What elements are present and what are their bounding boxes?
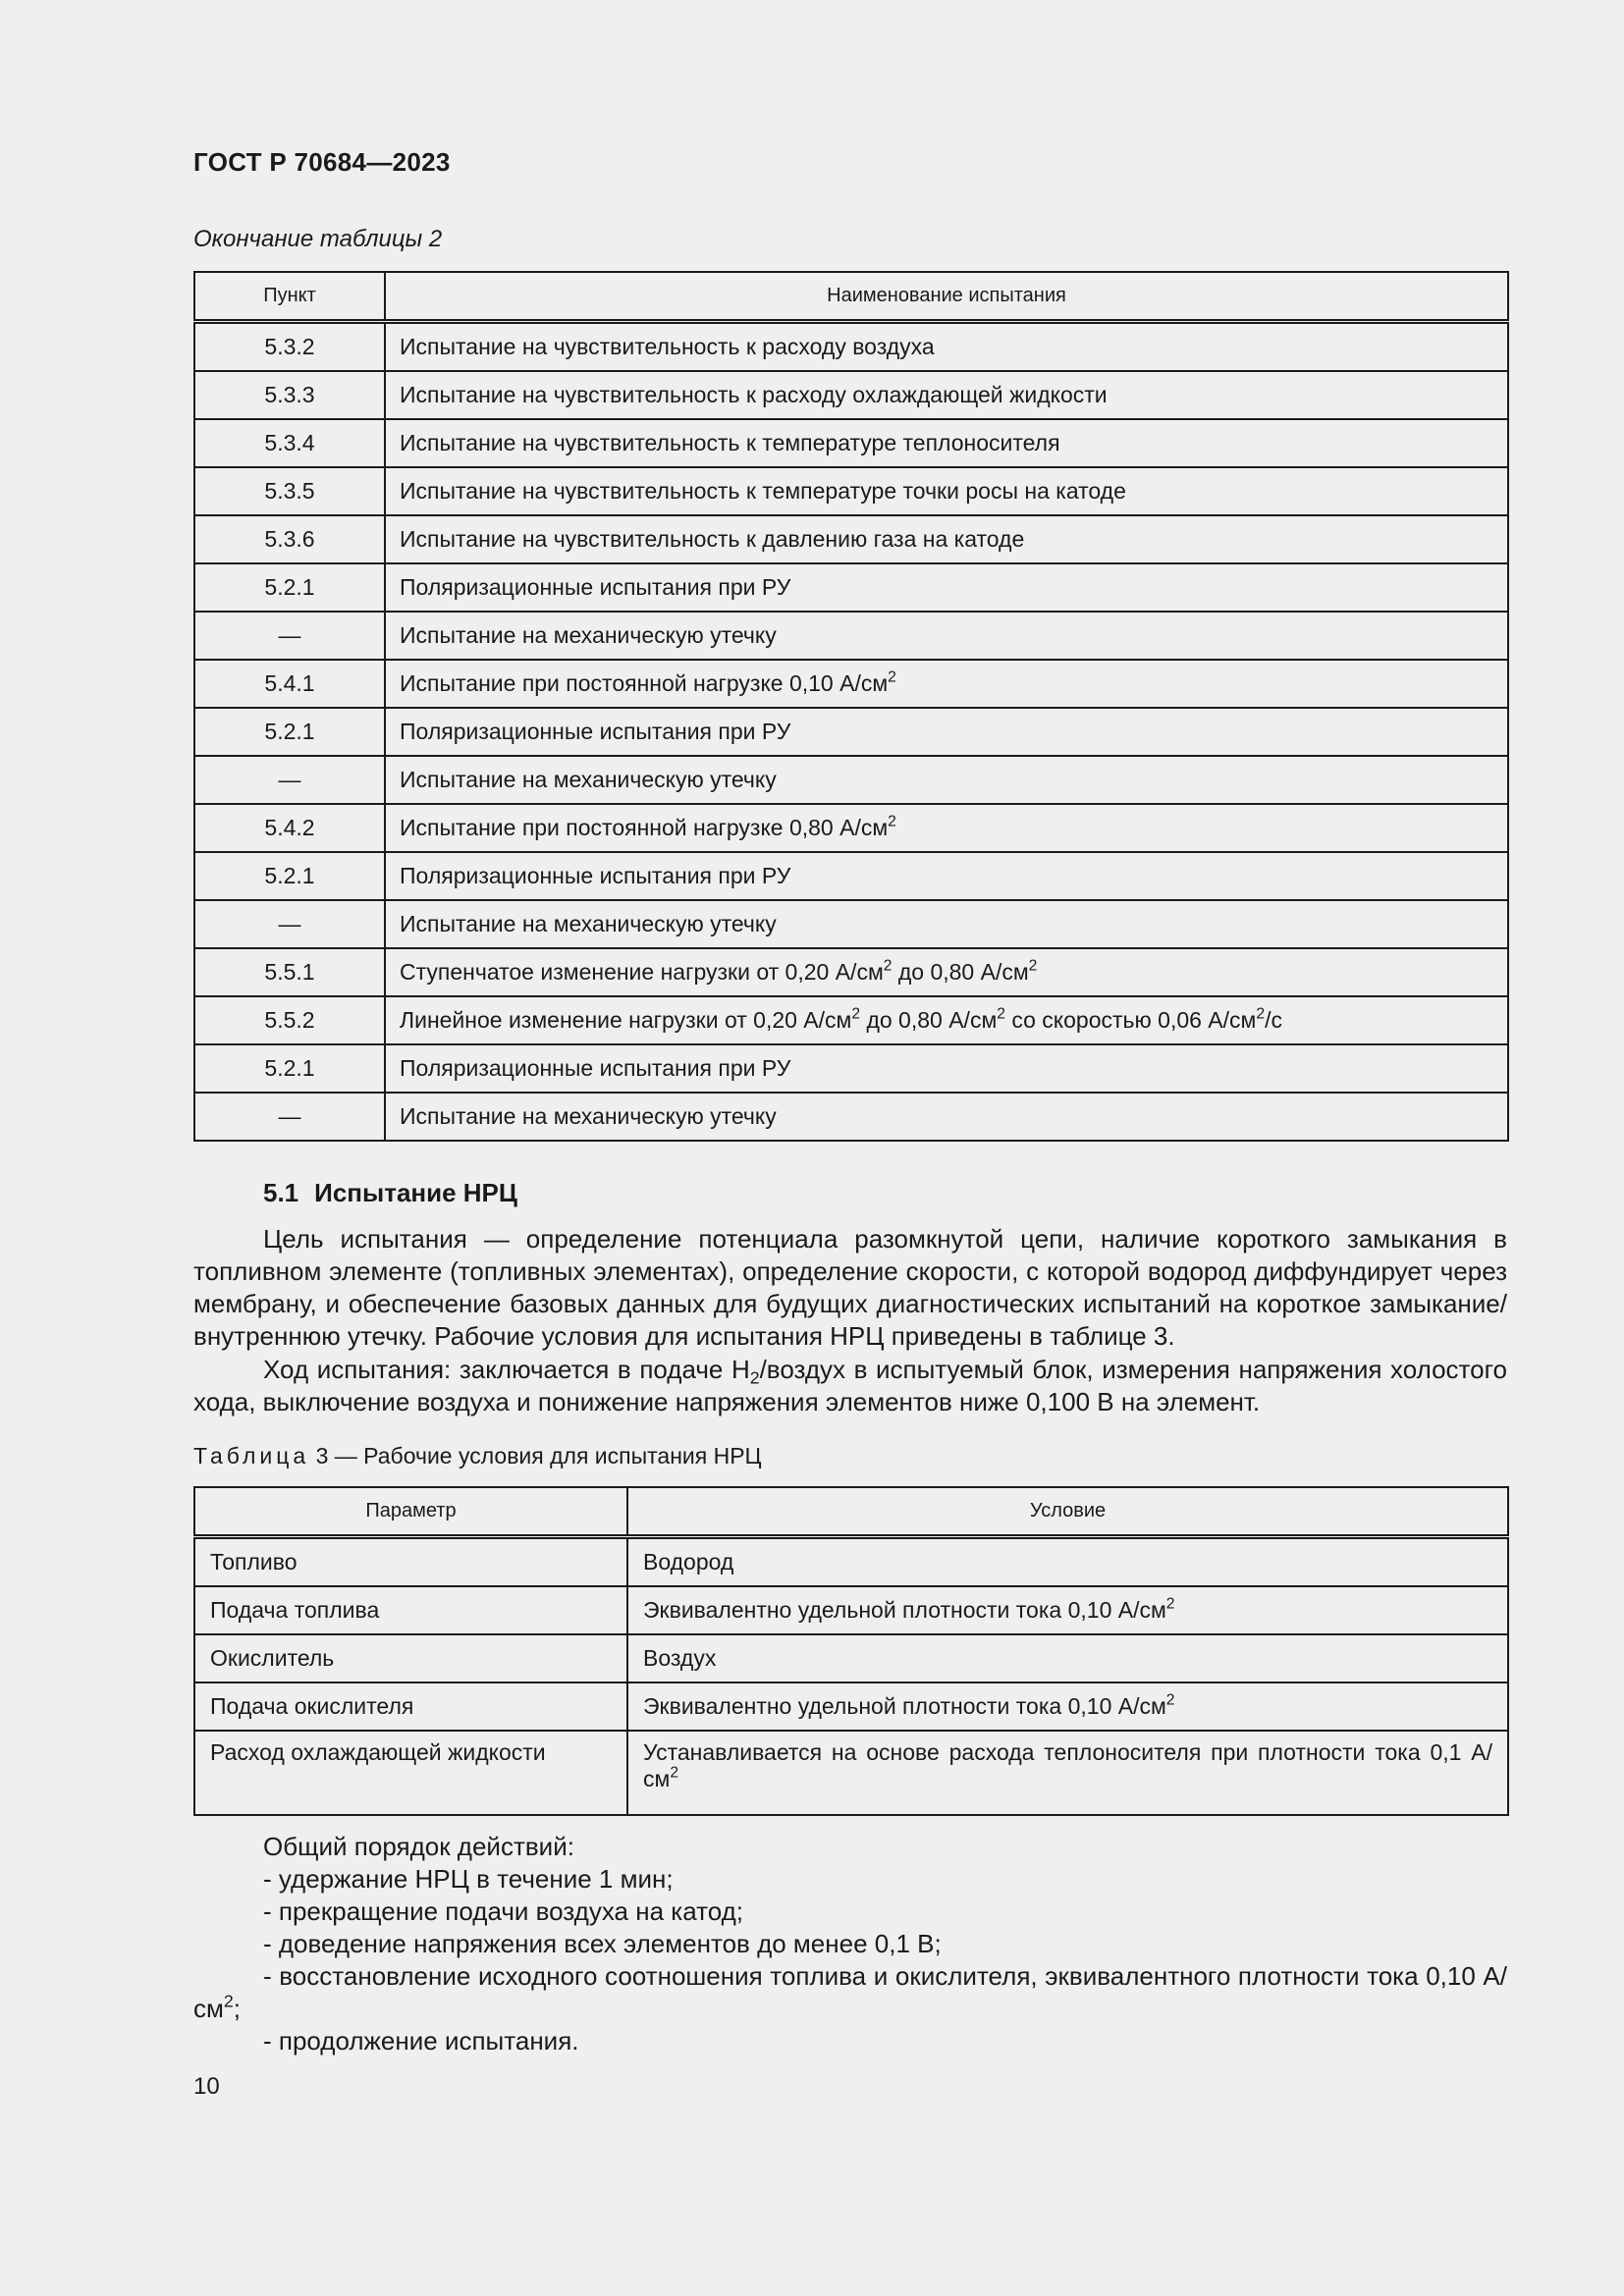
table-row [194, 1682, 1508, 1731]
superscript: 2 [1165, 1595, 1175, 1613]
cell-test-name: Испытание на чувствительность к температуре теплоносителя [385, 419, 1508, 467]
cell-test-name: Испытание на механическую утечку [385, 1093, 1508, 1141]
table-row [194, 1537, 1508, 1587]
table-row [194, 1044, 1508, 1093]
cell-point: — [194, 756, 385, 804]
column-header-point: Пункт [194, 272, 385, 322]
cell-point: — [194, 1093, 385, 1141]
cell-point: 5.2.1 [194, 708, 385, 756]
superscript: 2 [1165, 1691, 1175, 1709]
cell-point: 5.3.3 [194, 371, 385, 419]
cell-test-name: Испытание на механическую утечку [385, 900, 1508, 948]
superscript: 2 [883, 957, 893, 975]
cell-test-name [385, 804, 1508, 852]
cell-point: 5.4.1 [194, 660, 385, 708]
paragraph-text: Цель испытания — определение потенциала разомкнутой цепи, наличие короткого замыкания в топливном элементе (топливных элементах), определение скорости, с которой водород диффундирует через мембрану, и обеспечение базовых данных для будущих диагностических испытаний на короткое замыкание/внутреннюю утечку. Рабочие условия для испытания НРЦ приведены в таблице 3. [193, 1224, 1507, 1351]
table-caption-text: 3 — Рабочие условия для испытания НРЦ [309, 1443, 762, 1468]
cell-parameter: Подача окислителя [194, 1682, 627, 1731]
cell-point: — [194, 900, 385, 948]
cell-condition [627, 1731, 1508, 1815]
table-row [194, 612, 1508, 660]
table3-caption [193, 1443, 762, 1469]
superscript: 2 [888, 813, 896, 830]
cell-point: 5.5.2 [194, 996, 385, 1044]
table-header-row [194, 1487, 1508, 1537]
table-row [194, 1586, 1508, 1634]
table-row [194, 563, 1508, 612]
cell-test-name: Испытание на чувствительность к расходу охлаждающей жидкости [385, 371, 1508, 419]
cell-test-name: Испытание на чувствительность к давлению газа на катоде [385, 515, 1508, 563]
cell-point: 5.3.5 [194, 467, 385, 515]
cell-point: 5.3.6 [194, 515, 385, 563]
cell-test-name: Испытание на механическую утечку [385, 612, 1508, 660]
table-row [194, 756, 1508, 804]
table-row [194, 1731, 1508, 1815]
section-heading [263, 1178, 517, 1208]
cell-point: 5.3.2 [194, 322, 385, 372]
paragraph-purpose [193, 1223, 1507, 1353]
cell-point: 5.4.2 [194, 804, 385, 852]
cell-point: 5.3.4 [194, 419, 385, 467]
list-item-text: ; [233, 1994, 241, 2023]
cell-point: 5.2.1 [194, 563, 385, 612]
table-3 [193, 1486, 1509, 1816]
cell-test-name [385, 996, 1508, 1044]
list-item: - продолжение испытания. [263, 2026, 579, 2056]
cell-text: /с [1265, 1007, 1282, 1033]
cell-test-name: Поляризационные испытания при РУ [385, 563, 1508, 612]
procedure-list [193, 1831, 1507, 2057]
table-row [194, 852, 1508, 900]
cell-condition [627, 1682, 1508, 1731]
cell-condition: Воздух [627, 1634, 1508, 1682]
cell-parameter: Подача топлива [194, 1586, 627, 1634]
superscript: 2 [851, 1005, 861, 1023]
cell-condition: Водород [627, 1537, 1508, 1587]
table-header-row [194, 272, 1508, 322]
table-row [194, 804, 1508, 852]
page-number: 10 [193, 2073, 220, 2100]
cell-text: Устанавливается на основе расхода теплоносителя при плотности тока 0,1 А/см [643, 1739, 1492, 1791]
cell-text: Испытание при постоянной нагрузке 0,80 А/см [400, 815, 889, 840]
paragraph-text: Ход испытания: заключается в подаче H [263, 1355, 750, 1384]
list-intro: Общий порядок действий: [263, 1832, 574, 1861]
cell-test-name: Поляризационные испытания при РУ [385, 708, 1508, 756]
table-row [194, 419, 1508, 467]
section-title-text: Испытание НРЦ [314, 1178, 517, 1207]
table-row [194, 900, 1508, 948]
cell-text: Эквивалентно удельной плотности тока 0,10 А/см [643, 1693, 1166, 1719]
cell-test-name: Поляризационные испытания при РУ [385, 1044, 1508, 1093]
list-item: - прекращение подачи воздуха на катод; [263, 1896, 743, 1926]
table-2 [193, 271, 1509, 1142]
cell-text: Испытание при постоянной нагрузке 0,10 А/см [400, 670, 889, 696]
list-item: - доведение напряжения всех элементов до менее 0,1 В; [263, 1929, 942, 1958]
cell-point: 5.5.1 [194, 948, 385, 996]
table-row [194, 371, 1508, 419]
cell-test-name [385, 660, 1508, 708]
list-item [193, 1960, 1507, 2025]
table-row [194, 948, 1508, 996]
superscript: 2 [888, 668, 896, 686]
list-item: - удержание НРЦ в течение 1 мин; [263, 1864, 674, 1894]
section-number: 5.1 [263, 1178, 299, 1207]
document-code: ГОСТ Р 70684—2023 [193, 147, 451, 177]
cell-text: до 0,80 А/см [892, 959, 1029, 985]
cell-parameter: Окислитель [194, 1634, 627, 1682]
column-header-test-name: Наименование испытания [385, 272, 1508, 322]
cell-text: Линейное изменение нагрузки от 0,20 А/см [400, 1007, 852, 1033]
cell-parameter: Топливо [194, 1537, 627, 1587]
table-row [194, 467, 1508, 515]
table-row [194, 1093, 1508, 1141]
table2-continuation-caption: Окончание таблицы 2 [193, 226, 443, 252]
table-row [194, 708, 1508, 756]
cell-parameter: Расход охлаждающей жидкости [194, 1731, 627, 1815]
superscript: 2 [223, 1991, 234, 2011]
table-row [194, 515, 1508, 563]
cell-point: 5.2.1 [194, 1044, 385, 1093]
table-row [194, 996, 1508, 1044]
paragraph-procedure [193, 1354, 1507, 1418]
cell-text: со скоростью 0,06 А/см [1004, 1007, 1257, 1033]
cell-test-name: Испытание на механическую утечку [385, 756, 1508, 804]
cell-point: — [194, 612, 385, 660]
cell-text: до 0,80 А/см [860, 1007, 998, 1033]
column-header-condition: Условие [627, 1487, 1508, 1537]
cell-test-name: Испытание на чувствительность к температуре точки росы на катоде [385, 467, 1508, 515]
cell-test-name: Поляризационные испытания при РУ [385, 852, 1508, 900]
subscript: 2 [749, 1367, 760, 1388]
superscript: 2 [670, 1764, 679, 1782]
table-label: Таблица [193, 1443, 310, 1468]
cell-text: Эквивалентно удельной плотности тока 0,10 А/см [643, 1597, 1166, 1623]
superscript: 2 [1028, 957, 1038, 975]
table-row [194, 322, 1508, 372]
superscript: 2 [1256, 1005, 1266, 1023]
list-item-text: - восстановление исходного соотношения топлива и окислителя, эквивалентного плотности тока 0,10 А/см [193, 1961, 1507, 2023]
column-header-parameter: Параметр [194, 1487, 627, 1537]
cell-text: Ступенчатое изменение нагрузки от 0,20 А/см [400, 959, 884, 985]
cell-test-name: Испытание на чувствительность к расходу воздуха [385, 322, 1508, 372]
cell-condition [627, 1586, 1508, 1634]
table-row [194, 1634, 1508, 1682]
superscript: 2 [997, 1005, 1005, 1023]
table-row [194, 660, 1508, 708]
cell-test-name [385, 948, 1508, 996]
paragraph-text: /воздух в испытуемый блок, измерения напряжения холостого хода, выключение воздуха и понижение напряжения элементов ниже 0,100 В на элемент. [193, 1355, 1507, 1416]
cell-point: 5.2.1 [194, 852, 385, 900]
